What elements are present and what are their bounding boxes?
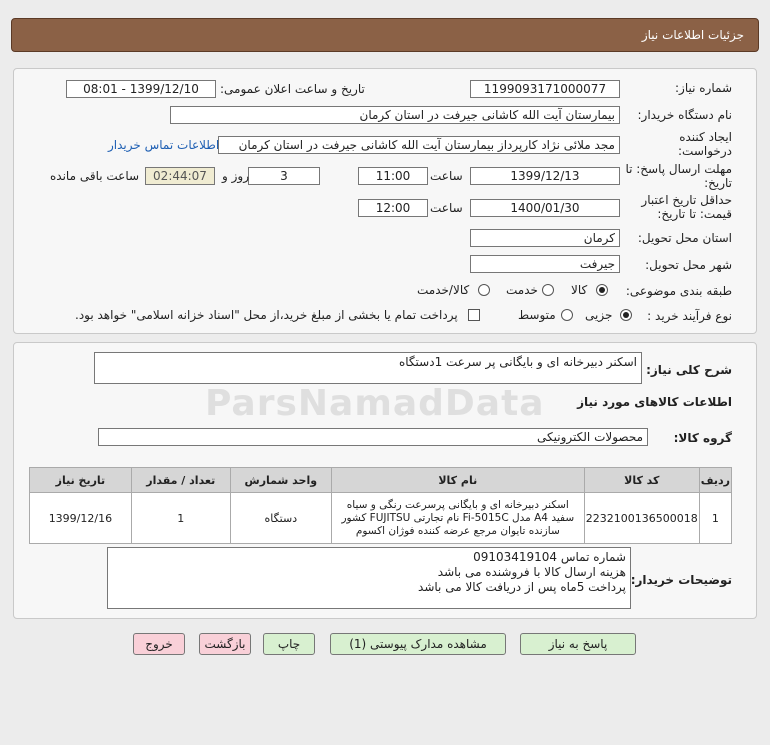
days-field: 3 [248,167,320,185]
announce-field: 1399/12/10 - 08:01 [66,80,216,98]
validity-date-field: 1400/01/30 [470,199,620,217]
cell-date: 1399/12/16 [30,493,132,544]
cell-row: 1 [699,493,731,544]
attachments-button[interactable]: مشاهده مدارک پیوستی (1) [330,633,506,655]
reply-deadline-label: مهلت ارسال پاسخ: تا تاریخ: [625,162,732,190]
page-title: جزئیات اطلاعات نیاز [641,28,744,42]
reply-date-field: 1399/12/13 [470,167,620,185]
cell-name: اسکنر دبیرخانه ای و بایگانی پرسرعت رنگی و سیاه سفید A4 مدل Fi-5015C نام تجارتی FUJITSU کشور سازنده تایوان مرجع عرضه کننده فوژان اکسوم [331,493,584,544]
cell-unit: دستگاه [230,493,331,544]
table-row [30,493,732,544]
category-radio-service[interactable] [542,284,554,296]
col-row: ردیف [699,468,731,493]
process-option-medium: متوسط [518,308,556,322]
items-table [29,467,732,544]
treasury-note: پرداخت تمام یا بخشی از مبلغ خرید،از محل "اسناد خزانه اسلامی" خواهد بود. [75,308,458,322]
col-qty: تعداد / مقدار [131,468,230,493]
validity-time-label: ساعت [430,201,463,215]
days-label: روز و [222,169,249,183]
group-field: محصولات الکترونیکی [98,428,648,446]
city-field: جیرفت [470,255,620,273]
group-label: گروه کالا: [673,431,732,445]
reply-time-label: ساعت [430,169,463,183]
need-number-label: شماره نیاز: [675,81,732,95]
buyer-org-label: نام دستگاه خریدار: [637,108,732,122]
exit-button[interactable]: خروج [133,633,185,655]
category-radio-both[interactable] [478,284,490,296]
buyer-notes-field [107,547,631,609]
col-unit: واحد شمارش [230,468,331,493]
validity-time-field: 12:00 [358,199,428,217]
requester-label: ایجاد کننده درخواست: [678,130,732,158]
process-radio-medium[interactable] [561,309,573,321]
category-option-goods: کالا [571,283,588,297]
province-label: استان محل تحویل: [637,231,732,245]
page-header [11,18,759,52]
remaining-time-field: 02:44:07 [145,167,215,185]
watermark-logo: ParsNamadData [205,383,545,424]
process-label: نوع فرآیند خرید : [647,309,732,323]
reply-button[interactable]: پاسخ به نیاز [520,633,636,655]
process-option-minor: جزیی [585,308,613,322]
goods-info-title: اطلاعات کالاهای مورد نیاز [577,395,732,409]
summary-field: اسکنر دبیرخانه ای و بایگانی پر سرعت 1دستگاه [94,352,642,384]
reply-time-field: 11:00 [358,167,428,185]
price-validity-label: حداقل تاریخ اعتبار قیمت: تا تاریخ: [641,193,732,221]
need-number-field: 1199093171000077 [470,80,620,98]
buyer-notes-line: پرداخت 5ماه پس از دریافت کالا می باشد [418,580,626,594]
print-button[interactable]: چاپ [263,633,315,655]
col-name: نام کالا [331,468,584,493]
col-code: کد کالا [584,468,699,493]
cell-qty: 1 [131,493,230,544]
buyer-org-field: بیمارستان آیت الله کاشانی جیرفت در استان کرمان [170,106,620,124]
category-option-both: کالا/خدمت [417,283,470,297]
requester-field: مجد ملائی نژاد کارپرداز بیمارستان آیت الله کاشانی جیرفت در استان کرمان [218,136,620,154]
category-label: طبقه بندی موضوعی: [625,284,732,298]
city-label: شهر محل تحویل: [645,258,732,272]
category-radio-goods[interactable] [596,284,608,296]
remaining-label: ساعت باقی مانده [50,169,140,183]
buyer-contact-link[interactable]: اطلاعات تماس خریدار [108,138,220,152]
buyer-notes-label: توضیحات خریدار: [630,573,732,587]
buyer-notes-line: هزینه ارسال کالا با فروشنده می باشد [437,565,626,579]
summary-label: شرح کلی نیاز: [646,363,732,377]
category-option-service: خدمت [506,283,538,297]
cell-code: 2232100136500018 [584,493,699,544]
col-date: تاریخ نیاز [30,468,132,493]
process-radio-minor[interactable] [620,309,632,321]
back-button[interactable]: بازگشت [199,633,251,655]
province-field: کرمان [470,229,620,247]
announce-label: تاریخ و ساعت اعلان عمومی: [220,82,365,96]
treasury-checkbox[interactable] [468,309,480,321]
buyer-notes-line: شماره تماس 09103419104 [473,550,626,564]
